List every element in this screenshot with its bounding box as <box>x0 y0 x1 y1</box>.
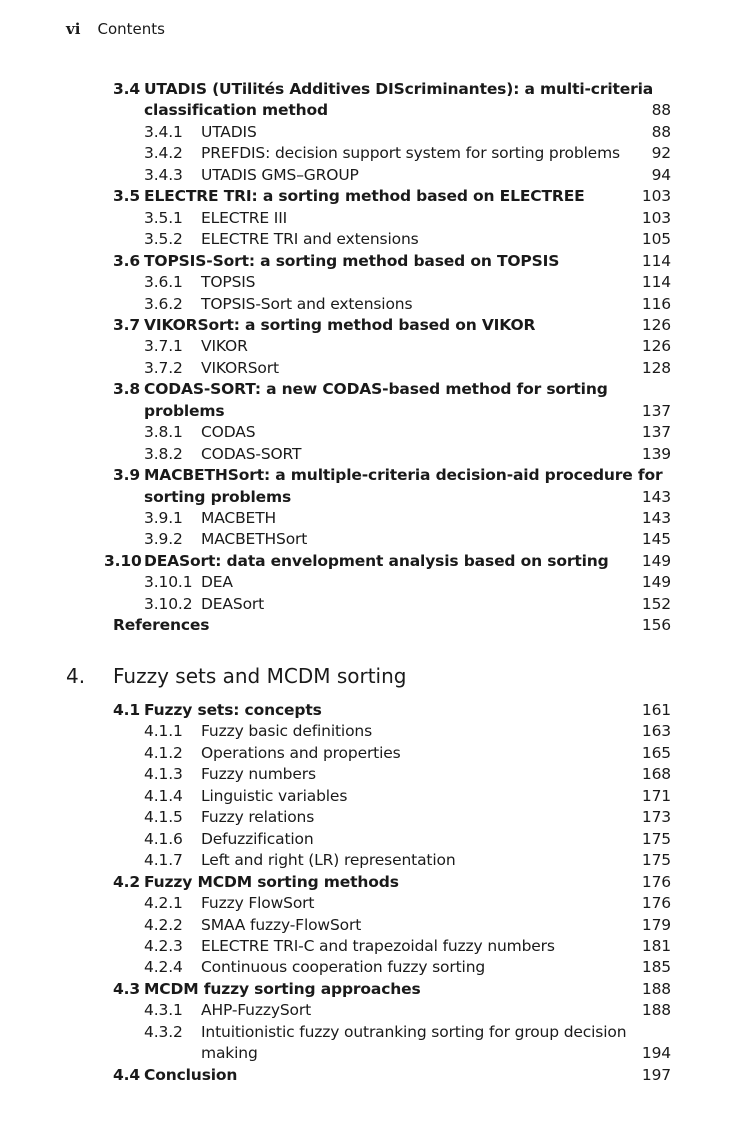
toc-entry-title: VIKORSort <box>201 358 279 377</box>
toc-entry-title: ELECTRE TRI and extensions <box>201 230 419 249</box>
toc-entry-title: Linguistic variables <box>201 786 348 805</box>
toc-entry-number: 3.9 <box>113 466 141 485</box>
toc-entry-page-number: 88 <box>651 122 671 141</box>
toc-entry-page-number: 139 <box>641 444 671 463</box>
toc-entry-title: making <box>201 1044 258 1063</box>
toc-entry-number: 3.8.2 <box>144 444 183 463</box>
toc-entry-number: 3.5 <box>113 187 141 206</box>
toc-entry-page-number: 168 <box>641 765 671 784</box>
toc-entry-number: 3.4 <box>113 80 141 98</box>
toc-entry-page-number: 149 <box>641 573 671 592</box>
toc-entry-number: 4.1.2 <box>144 743 183 762</box>
header-page-number: vi <box>66 20 81 38</box>
toc-entry-number: 3.8.1 <box>144 423 183 442</box>
toc-entry-title: ELECTRE III <box>201 208 288 227</box>
toc-entry-title: AHP-FuzzySort <box>201 1001 312 1020</box>
toc-entry-number: 4.2.2 <box>144 915 183 934</box>
toc-entry-page-number: 175 <box>641 829 671 848</box>
toc-entry-number: 3.4.2 <box>144 144 183 163</box>
toc-entry-page-number: 188 <box>641 1001 671 1020</box>
toc-entry-title: Fuzzy numbers <box>201 765 316 784</box>
toc-entry-page-number: 171 <box>641 786 671 805</box>
toc-entry-page-number: 103 <box>641 208 671 227</box>
toc-entry-title: TOPSIS-Sort: a sorting method based on TOPSIS <box>144 251 560 270</box>
toc-entry-page-number: 145 <box>641 530 671 549</box>
toc-entry-number: 4.1.1 <box>144 722 183 741</box>
toc-entry-title: SMAA fuzzy-FlowSort <box>201 915 362 934</box>
toc-entry-number: 4.1.3 <box>144 765 183 784</box>
toc-entry-page-number: 114 <box>641 251 671 270</box>
toc-entry-page-number: 175 <box>641 851 671 870</box>
toc-entry-page-number: 143 <box>641 509 671 527</box>
toc-entry-page-number: 188 <box>641 979 671 998</box>
toc-entry-page-number: 163 <box>641 722 671 741</box>
toc-entry-number: 3.7 <box>113 315 141 334</box>
header-title: Contents <box>97 20 165 38</box>
toc-entry-page-number: 176 <box>641 872 671 891</box>
toc-entry-number: 3.9.2 <box>144 530 183 549</box>
toc-entry-title: MACBETHSort <box>201 530 308 549</box>
toc-entry-title: MACBETH <box>201 509 277 527</box>
toc-entry-page-number: 152 <box>641 594 671 613</box>
toc-entry-page-number: 137 <box>641 401 671 420</box>
toc-entry-title: VIKOR <box>201 337 248 356</box>
toc-entry-number: 3.7.2 <box>144 358 183 377</box>
toc-entry-page-number: 105 <box>641 230 671 249</box>
toc-entry-number: 4.1.5 <box>144 808 183 827</box>
toc-entry-title: ELECTRE TRI: a sorting method based on ELECTREE <box>144 187 585 206</box>
toc-entry-title: Fuzzy basic definitions <box>201 722 373 741</box>
toc-entry-title: ELECTRE TRI-C and trapezoidal fuzzy numbers <box>201 936 555 955</box>
toc-entry-title: MCDM fuzzy sorting approaches <box>144 979 421 998</box>
toc-entry-page-number: 114 <box>641 273 671 292</box>
toc-entry-title: DEA <box>201 573 233 592</box>
toc-entry-title: Operations and properties <box>201 743 401 762</box>
toc-entry-number: 4.1 <box>113 701 141 719</box>
running-header <box>66 19 165 39</box>
toc-entry-title: Fuzzy sets: concepts <box>144 701 322 719</box>
toc-entry-number: 4.1.7 <box>144 851 183 870</box>
toc-entry-title: CODAS-SORT <box>201 444 302 463</box>
toc-entry-page-number: 143 <box>641 487 671 506</box>
toc-entry-title: UTADIS (UTilités Additives DIScriminantes): a multi-criteria <box>144 80 654 98</box>
toc-entry-title: TOPSIS-Sort and extensions <box>201 294 413 313</box>
toc-entry-number: 3.4.3 <box>144 165 183 184</box>
toc-entry-page-number: 94 <box>651 165 671 184</box>
toc-entry-number: 4.2 <box>113 872 141 891</box>
toc-entry-number: 3.8 <box>113 380 141 399</box>
toc-entry-number: 4.2.1 <box>144 894 183 913</box>
toc-entry-page-number: 179 <box>641 915 671 934</box>
toc-entry-number: 3.9.1 <box>144 509 183 527</box>
toc-entry-number: 4.1.4 <box>144 786 183 805</box>
toc-entry-title: TOPSIS <box>201 273 256 292</box>
toc-entry-page-number: 165 <box>641 743 671 762</box>
toc-entry-title: UTADIS GMS–GROUP <box>201 165 359 184</box>
toc-entry-title: Fuzzy MCDM sorting methods <box>144 872 399 891</box>
toc-entry-number: 3.7.1 <box>144 337 183 356</box>
toc-entry-number: 4.3 <box>113 979 141 998</box>
toc-entry-title: MACBETHSort: a multiple-criteria decision-aid procedure for <box>144 466 663 485</box>
toc-entry-number: 4.3.1 <box>144 1001 183 1020</box>
toc-entry-title: Defuzzification <box>201 829 314 848</box>
toc-entry-page-number: 92 <box>651 144 671 163</box>
toc-entry-number: 4.2.4 <box>144 958 183 977</box>
toc-entry-number: 3.5.2 <box>144 230 183 249</box>
toc-entry-number: 3.6.1 <box>144 273 183 292</box>
toc-entry-page-number: 185 <box>641 958 671 977</box>
toc-entry-title: UTADIS <box>201 122 257 141</box>
toc-entry-page-number: 197 <box>641 1065 671 1084</box>
toc-entry-title: DEASort <box>201 594 265 613</box>
toc-entry-number: 3.6 <box>113 251 141 270</box>
toc-entry-title: Continuous cooperation fuzzy sorting <box>201 958 486 977</box>
toc-entry-page-number: 126 <box>641 337 671 356</box>
toc-entry-number: 3.10.2 <box>144 594 193 613</box>
toc-entry-page-number: 173 <box>641 808 671 827</box>
toc-entry-title: Fuzzy relations <box>201 808 315 827</box>
toc-entry-page-number: 128 <box>641 358 671 377</box>
toc-entry-title: Intuitionistic fuzzy outranking sorting for group decision <box>201 1022 627 1041</box>
chapter-number: 4. <box>66 664 86 688</box>
toc-entry-title: CODAS-SORT: a new CODAS-based method for sorting <box>144 380 608 399</box>
toc-entry-page-number: 103 <box>641 187 671 206</box>
toc-entry-number: 3.5.1 <box>144 208 183 227</box>
toc-entry-title: VIKORSort: a sorting method based on VIKOR <box>144 315 536 334</box>
toc-entry-number: 4.2.3 <box>144 936 183 955</box>
toc-entry-title: classification method <box>144 101 328 120</box>
toc-entry-title: References <box>113 616 210 635</box>
toc-entry-number: 4.3.2 <box>144 1022 183 1041</box>
toc-entry-number: 4.4 <box>113 1065 141 1084</box>
toc-entry-number: 4.1.6 <box>144 829 183 848</box>
toc-entry-title: problems <box>144 401 225 420</box>
toc-entry-title: Fuzzy FlowSort <box>201 894 315 913</box>
toc-entry-page-number: 126 <box>641 315 671 334</box>
toc-entry-page-number: 176 <box>641 894 671 913</box>
toc-entry-title: PREFDIS: decision support system for sorting problems <box>201 144 620 163</box>
toc-entry-title: CODAS <box>201 423 256 442</box>
chapter-title: Fuzzy sets and MCDM sorting <box>113 664 407 688</box>
toc-entry-page-number: 137 <box>641 423 671 442</box>
toc-entry-number: 3.10.1 <box>144 573 193 592</box>
toc-entry-title: Conclusion <box>144 1065 238 1084</box>
toc-entry-page-number: 161 <box>641 701 671 719</box>
toc-entry-number: 3.6.2 <box>144 294 183 313</box>
toc-entry-title: sorting problems <box>144 487 292 506</box>
toc-entry-page-number: 156 <box>641 616 671 635</box>
toc-entry-page-number: 116 <box>641 294 671 313</box>
toc-entry-title: DEASort: data envelopment analysis based on sorting <box>144 551 609 570</box>
toc-entry-title: Left and right (LR) representation <box>201 851 456 870</box>
toc-entry-page-number: 194 <box>641 1044 671 1063</box>
toc-entry-page-number: 149 <box>641 551 671 570</box>
toc-entry-number: 3.10 <box>104 551 142 570</box>
toc-entry-page-number: 88 <box>651 101 671 120</box>
toc-entry-number: 3.4.1 <box>144 122 183 141</box>
toc-entry-page-number: 181 <box>641 936 671 955</box>
